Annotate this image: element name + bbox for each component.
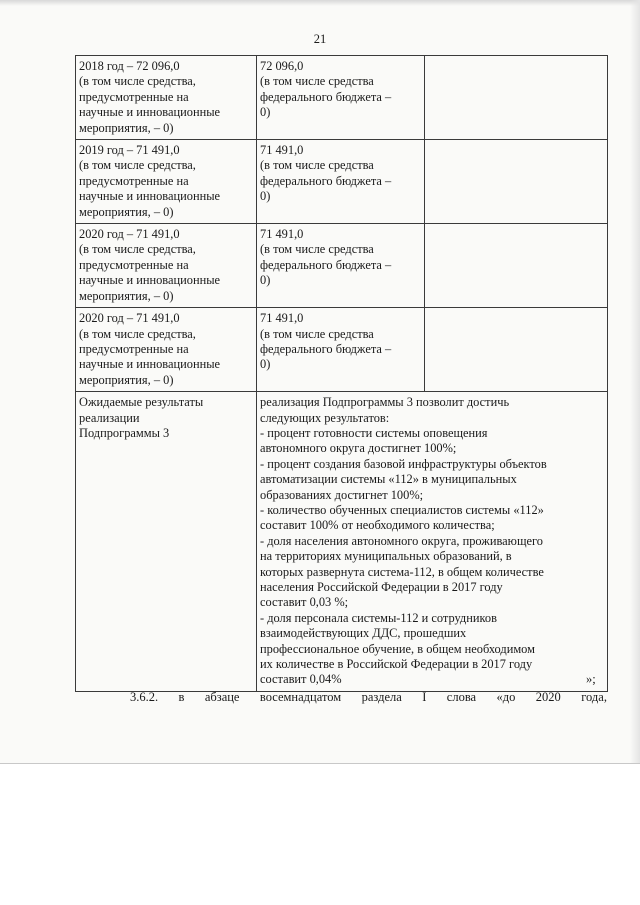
funding-amount-cell-line: 71 491,0 [260,143,304,158]
funding-year-cell [76,140,257,224]
funding-year-cell-line: научные и инновационные [79,105,221,120]
empty-cell [425,140,608,224]
funding-year-cell-line: (в том числе средства, [79,74,196,89]
funding-amount-cell [257,56,425,140]
amendment-paragraph [130,690,607,705]
expected-results-row [76,392,608,692]
expected-results-text-line: - количество обученных специалистов системы «112» [260,502,544,517]
expected-results-text-line: реализация Подпрограммы 3 позволит достичь [260,395,510,410]
expected-results-text-line: автономного округа достигнет 100%; [260,441,457,456]
funding-amount-cell-line: 0) [260,273,271,288]
funding-amount-cell-line: (в том числе средства [260,326,374,341]
funding-year-cell-line: 2018 год – 72 096,0 [79,59,180,73]
program-table [75,55,608,692]
funding-amount-cell-line: федерального бюджета – [260,341,392,356]
funding-year-cell-line: (в том числе средства, [79,242,196,257]
expected-results-text-line: населения Российской Федерации в 2017 году [260,580,503,594]
funding-amount-cell-line: федерального бюджета – [260,89,392,104]
funding-year-cell-line: мероприятия, – 0) [79,204,174,219]
expected-results-label [76,392,257,692]
amendment-word: «до [496,690,516,704]
funding-year-cell-line: мероприятия, – 0) [79,120,174,135]
funding-row [76,308,608,392]
funding-year-cell-line: предусмотренные на [79,257,189,272]
amendment-word: 2020 [535,690,561,704]
funding-amount-cell [257,308,425,392]
expected-results-label-line: Ожидаемые результаты [79,395,204,410]
expected-results-text-line: взаимодействующих ДДС, прошедших [260,626,467,641]
funding-row [76,224,608,308]
expected-results-text-line: следующих результатов: [260,410,390,425]
funding-amount-cell-line: (в том числе средства [260,158,374,173]
funding-row [76,56,608,140]
funding-amount-cell-line: 72 096,0 [260,59,304,73]
page-number: 21 [313,32,327,46]
expected-results-text-line: - доля персонала системы-112 и сотрудников [260,610,497,625]
funding-amount-cell-line: 0) [260,105,271,120]
expected-results-text-line: профессиональное обучение, в общем необходимом [260,641,535,656]
funding-row [76,140,608,224]
amendment-word: восемнадцатом [259,690,342,704]
funding-year-cell [76,56,257,140]
funding-year-cell [76,308,257,392]
amendment-word: абзаце [204,690,240,704]
funding-year-cell-line: научные и инновационные [79,357,221,372]
funding-amount-cell-line: 71 491,0 [260,311,304,326]
funding-amount-cell [257,140,425,224]
expected-results-text-line: автоматизации системы «112» в муниципальных [260,472,517,487]
expected-results-text-line: их количестве в Российской Федерации в 2017 году [260,657,533,672]
funding-year-cell [76,224,257,308]
funding-year-cell-line: мероприятия, – 0) [79,372,174,387]
funding-year-cell-line: научные и инновационные [79,189,221,204]
expected-results-text [257,392,608,692]
funding-year-cell-line: (в том числе средства, [79,158,196,173]
funding-year-cell-line: мероприятия, – 0) [79,288,174,303]
funding-year-cell-line: предусмотренные на [79,341,189,356]
expected-results-text-line: - доля населения автономного округа, проживающего [260,533,543,548]
expected-results-text-line: - процент готовности системы оповещения [260,425,488,440]
funding-year-cell-line: (в том числе средства, [79,326,196,341]
funding-year-cell-line: 2020 год – 71 491,0 [79,227,180,242]
expected-results-text-line: составит 100% от необходимого количества; [260,518,495,533]
expected-results-text-line: которых развернута система-112, в общем количестве [260,564,544,579]
amendment-word: слова [446,690,477,704]
expected-results-text-line: образованиях достигнет 100%; [260,487,424,502]
amendment-word: года, [581,690,607,704]
amendment-word: 3.6.2. [130,690,159,704]
funding-amount-cell-line: федерального бюджета – [260,257,392,272]
expected-results-text-line: составит 0,03 %; [260,595,349,610]
empty-cell [425,56,608,140]
funding-amount-cell-line: федерального бюджета – [260,173,392,188]
expected-results-label-line: Подпрограммы 3 [79,425,170,440]
empty-cell [425,308,608,392]
amendment-word: раздела [361,690,402,704]
funding-amount-cell-line: (в том числе средства [260,74,374,89]
funding-year-cell-line: предусмотренные на [79,173,189,188]
funding-amount-cell-line: 71 491,0 [260,227,304,242]
expected-results-text-line: составит 0,04% [260,672,342,687]
closing-quote-mark: »; [586,672,596,686]
funding-year-cell-line: научные и инновационные [79,273,221,288]
expected-results-text-line: - процент создания базовой инфраструктуры объектов [260,456,547,471]
expected-results-text-line: на территориях муниципальных образований, в [260,549,512,564]
empty-cell [425,224,608,308]
funding-amount-cell [257,224,425,308]
amendment-word: в [178,690,185,704]
funding-amount-cell-line: 0) [260,189,271,204]
amendment-word: I [422,690,427,704]
funding-year-cell-line: 2019 год – 71 491,0 [79,143,180,158]
funding-year-cell-line: предусмотренные на [79,89,189,104]
expected-results-label-line: реализации [79,410,140,425]
funding-amount-cell-line: (в том числе средства [260,242,374,257]
funding-year-cell-line: 2020 год – 71 491,0 [79,311,180,326]
funding-amount-cell-line: 0) [260,357,271,372]
